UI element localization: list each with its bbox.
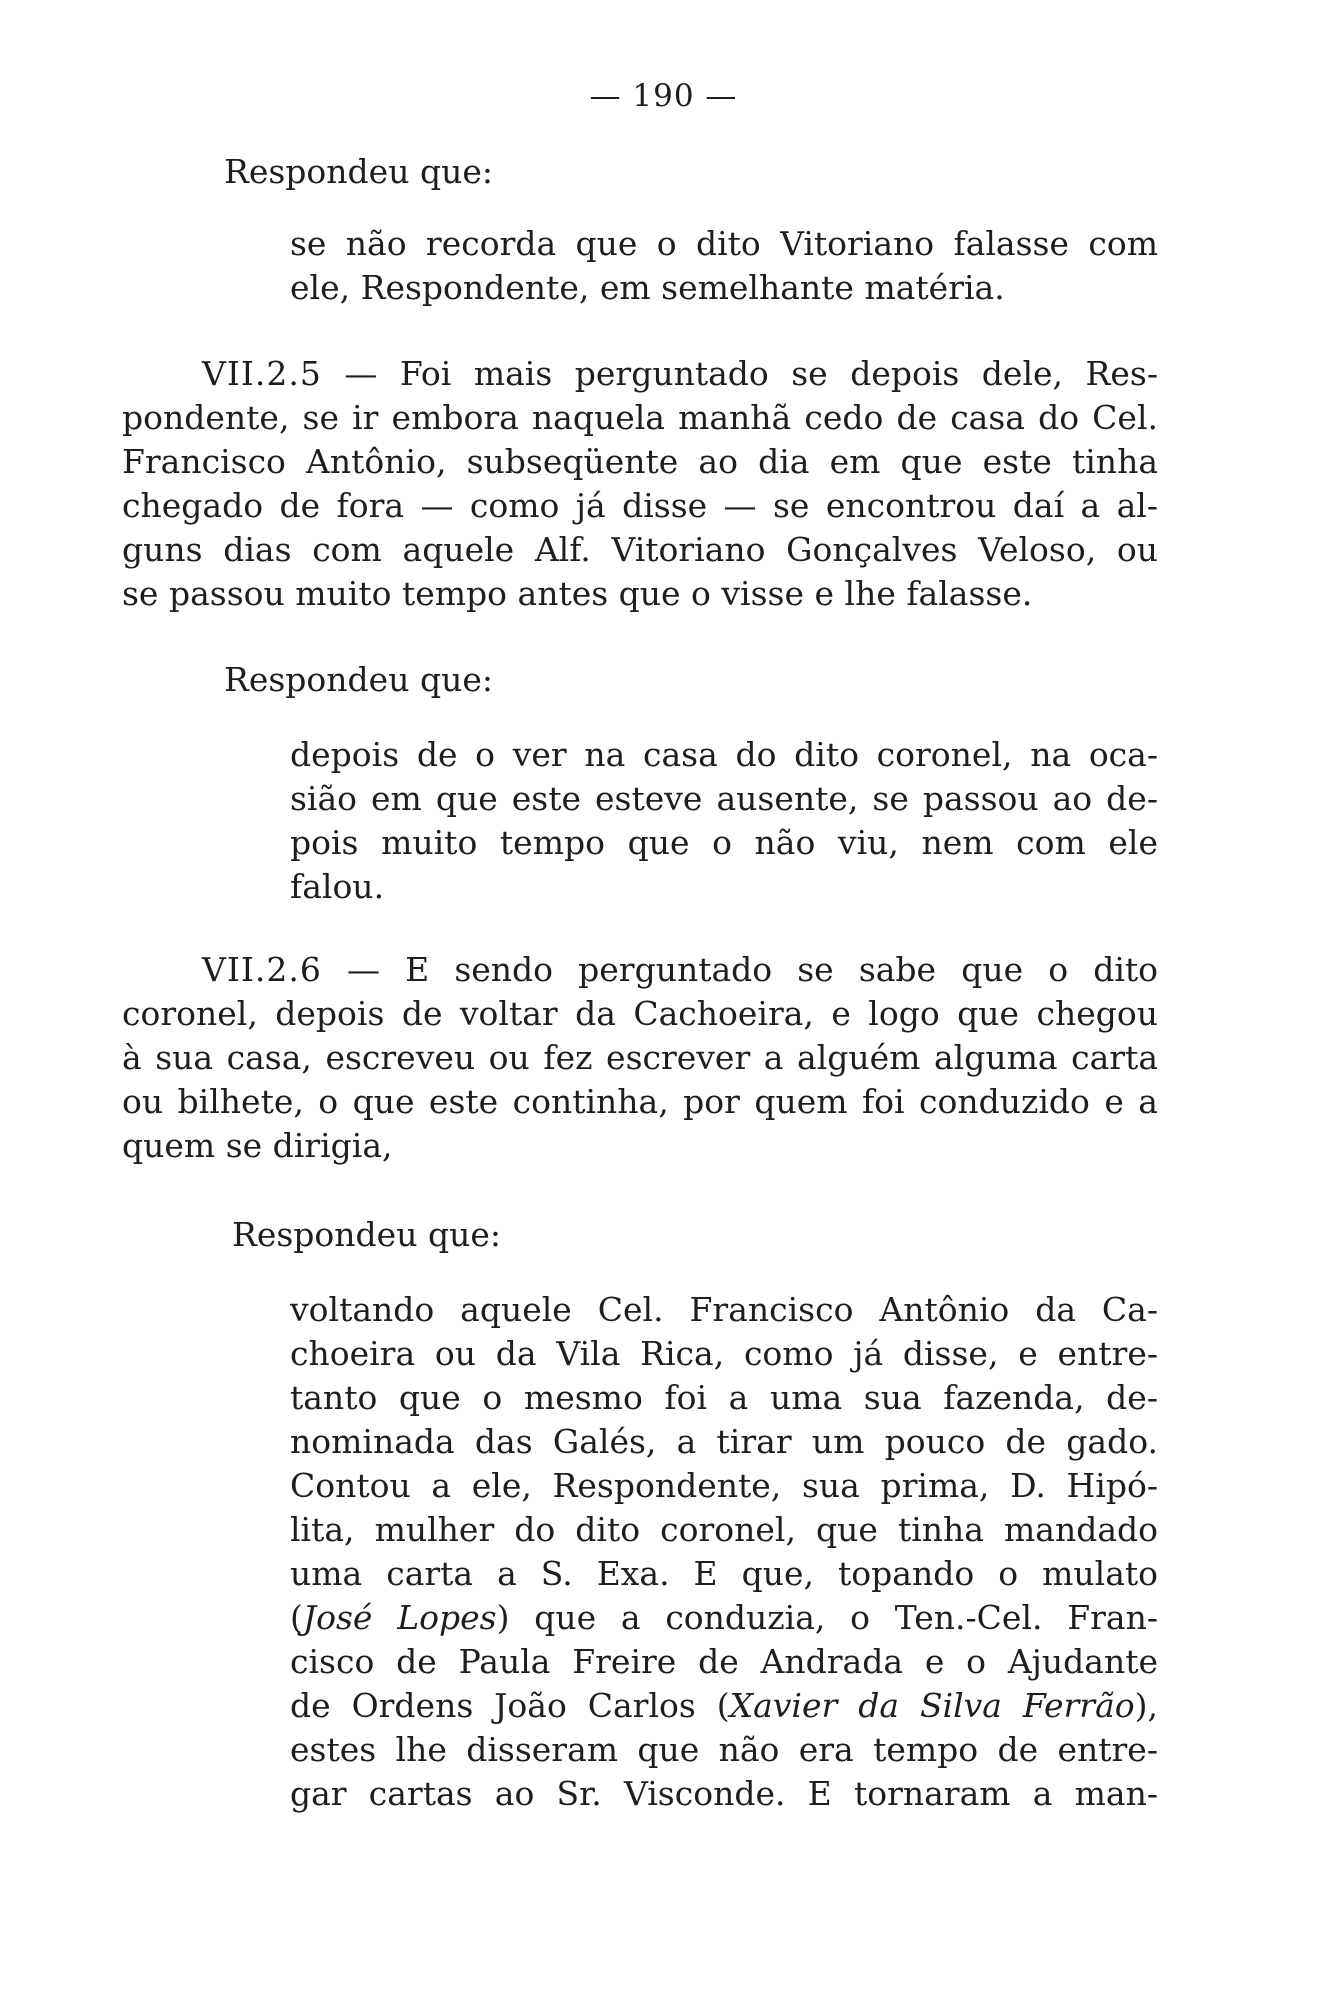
text-line: à sua casa, escreveu ou fez escrever a alguém alguma carta	[122, 1038, 1158, 1077]
text-line: lita, mulher do dito coronel, que tinha mandado	[290, 1510, 1158, 1549]
text-line: estes lhe disseram que não era tempo de entre-	[290, 1730, 1158, 1769]
text-line: coronel, depois de voltar da Cachoeira, e logo que chegou	[122, 994, 1158, 1033]
text-line: sião em que este esteve ausente, se passou ao de-	[290, 779, 1158, 818]
text-line: chegado de fora — como já disse — se encontrou daí a al-	[122, 486, 1158, 525]
text-line: Contou a ele, Respondente, sua prima, D. Hipó-	[290, 1466, 1158, 1505]
page-number: — 190 —	[589, 78, 738, 114]
text-line	[122, 948, 1158, 992]
text-line: choeira ou da Vila Rica, como já disse, e entre-	[290, 1334, 1158, 1373]
question-id: VII.2.6	[202, 950, 322, 989]
text-fragment: de Ordens João Carlos	[290, 1686, 696, 1725]
text-line: guns dias com aquele Alf. Vitoriano Gonçalves Veloso, ou	[122, 530, 1158, 569]
answer-paragraph	[290, 1288, 1158, 1816]
question-paragraph	[122, 948, 1158, 1168]
text-fragment: que a conduzia, o Ten.-Cel. Fran-	[534, 1598, 1158, 1637]
text-line: cisco de Paula Freire de Andrada e o Ajudante	[290, 1642, 1158, 1681]
text-line: gar cartas ao Sr. Visconde. E tornaram a man-	[290, 1774, 1158, 1813]
text-fragment: ,	[1147, 1686, 1158, 1725]
italic-name: José Lopes	[302, 1598, 497, 1637]
text-line: tanto que o mesmo foi a uma sua fazenda, de-	[290, 1378, 1158, 1417]
respondeu-label: Respondeu que:	[232, 1215, 501, 1254]
text-line: falou.	[290, 867, 385, 906]
text-line: se não recorda que o dito Vitoriano falasse com	[290, 224, 1158, 263]
respondeu-label: Respondeu que:	[224, 152, 493, 191]
answer-paragraph	[290, 733, 1158, 909]
italic-name: Xavier da Silva Ferrão	[729, 1686, 1135, 1725]
question-text: — E sendo perguntado se sabe que o dito	[347, 950, 1159, 989]
text-line: (José Lopes) que a conduzia, o Ten.-Cel. Fran-	[290, 1598, 1158, 1637]
text-line	[122, 352, 1158, 396]
text-line: de Ordens João Carlos (Xavier da Silva Ferrão),	[290, 1686, 1158, 1725]
text-line: se passou muito tempo antes que o visse e lhe falasse.	[122, 574, 1033, 613]
text-line: nominada das Galés, a tirar um pouco de gado.	[290, 1422, 1158, 1461]
text-line: Francisco Antônio, subseqüente ao dia em que este tinha	[122, 442, 1158, 481]
text-line: voltando aquele Cel. Francisco Antônio da Ca-	[290, 1290, 1158, 1329]
text-line: pois muito tempo que o não viu, nem com ele	[290, 823, 1158, 862]
text-line: pondente, se ir embora naquela manhã cedo de casa do Cel.	[122, 398, 1158, 437]
text-line: quem se dirigia,	[122, 1126, 393, 1165]
question-paragraph	[122, 352, 1158, 616]
text-line: depois de o ver na casa do dito coronel, na oca-	[290, 735, 1158, 774]
question-text: — Foi mais perguntado se depois dele, Res-	[344, 354, 1158, 393]
text-line: ou bilhete, o que este continha, por quem foi conduzido e a	[122, 1082, 1158, 1121]
respondeu-label: Respondeu que:	[224, 660, 493, 699]
question-id: VII.2.5	[202, 354, 322, 393]
text-line: uma carta a S. Exa. E que, topando o mulato	[290, 1554, 1158, 1593]
answer-paragraph	[290, 222, 1158, 310]
text-line: ele, Respondente, em semelhante matéria.	[290, 268, 1005, 307]
